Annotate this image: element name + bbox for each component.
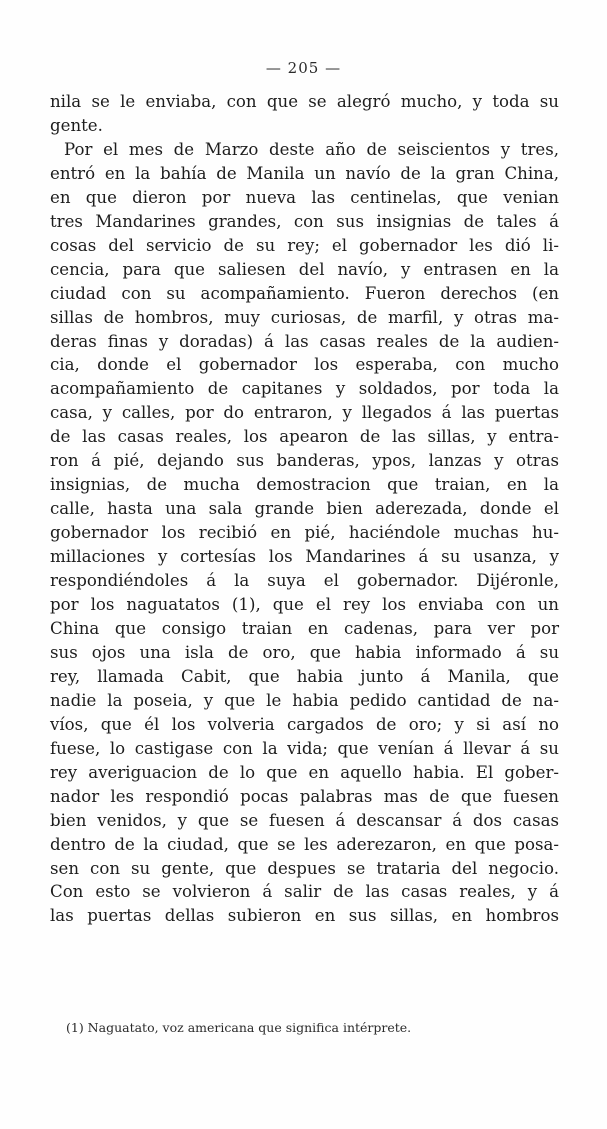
text-line: nador les respondió pocas palabras mas de que fuesen xyxy=(50,786,559,806)
body-text xyxy=(50,90,559,928)
text-line: rey, llamada Cabit, que habia junto á Manila, que xyxy=(50,666,559,686)
text-line: casa, y calles, por do entraron, y llegados á las puertas xyxy=(50,403,559,423)
text-line: sillas de hombros, muy curiosas, de marfil, y otras ma- xyxy=(50,307,559,327)
text-line: nadie la poseia, y que le habia pedido cantidad de na- xyxy=(50,690,559,710)
text-line: fuese, lo castigase con la vida; que venían á llevar á su xyxy=(50,738,559,758)
page-number: — 205 — xyxy=(265,59,342,77)
text-line: sen con su gente, que despues se trataria del negocio. xyxy=(50,858,559,878)
text-line: rey averiguacion de lo que en aquello habia. El gober- xyxy=(50,762,559,782)
text-line: cencia, para que saliesen del navío, y entrasen en la xyxy=(50,259,559,279)
text-line: insignias, de mucha demostracion que traian, en la xyxy=(50,475,559,495)
text-line: sus ojos una isla de oro, que habia informado á su xyxy=(50,642,559,662)
text-line: por los naguatatos (1), que el rey los enviaba con un xyxy=(50,595,559,615)
text-line: deras finas y doradas) á las casas reales de la audien- xyxy=(50,331,559,351)
text-line: millaciones y cortesías los Mandarines á su usanza, y xyxy=(50,547,559,567)
text-line: China que consigo traian en cadenas, para ver por xyxy=(50,618,559,638)
text-line: ron á pié, dejando sus banderas, ypos, lanzas y otras xyxy=(50,451,559,471)
text-line: nila se le enviaba, con que se alegró mucho, y toda su xyxy=(50,92,559,111)
text-line: de las casas reales, los apearon de las sillas, y entra- xyxy=(50,427,559,447)
text-line: en que dieron por nueva las centinelas, que venian xyxy=(50,187,559,207)
text-line: cia, donde el gobernador los esperaba, con mucho xyxy=(50,355,559,375)
text-line: dentro de la ciudad, que se les aderezaron, en que posa- xyxy=(50,834,559,854)
text-line: cosas del servicio de su rey; el gobernador les dió li- xyxy=(50,235,559,255)
text-line: respondiéndoles á la suya el gobernador. Dijéronle, xyxy=(50,571,559,591)
text-line: víos, que él los volveria cargados de oro; y si así no xyxy=(50,714,559,734)
text-line: tres Mandarines grandes, con sus insignias de tales á xyxy=(50,211,559,231)
text-line: Por el mes de Marzo deste año de seiscientos y tres, xyxy=(64,139,559,159)
text-line: entró en la bahía de Manila un navío de la gran China, xyxy=(50,163,559,183)
text-line: ciudad con su acompañamiento. Fueron derechos (en xyxy=(50,283,559,303)
text-line: gente. xyxy=(50,115,103,135)
text-line: acompañamiento de capitanes y soldados, por toda la xyxy=(50,379,559,399)
text-line: bien venidos, y que se fuesen á descansar á dos casas xyxy=(50,810,559,830)
text-line: Con esto se volvieron á salir de las casas reales, y á xyxy=(50,882,559,902)
text-line: calle, hasta una sala grande bien aderezada, donde el xyxy=(50,499,559,519)
text-line: las puertas dellas subieron en sus sillas, en hombros xyxy=(50,906,559,926)
text-line: gobernador los recibió en pié, haciéndole muchas hu- xyxy=(50,523,559,543)
footnote: (1) Naguatato, voz americana que significa intérprete. xyxy=(66,1020,412,1035)
